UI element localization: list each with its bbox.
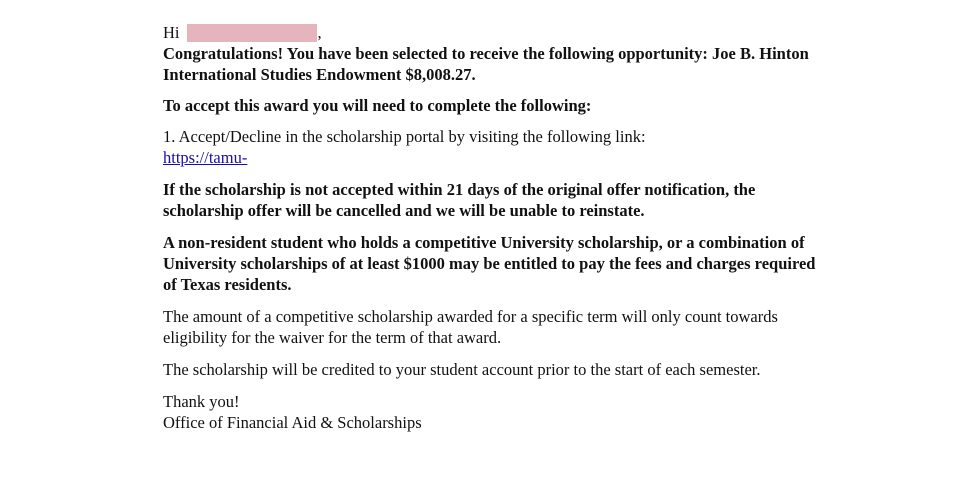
redacted-name-block [187,24,317,42]
email-body [163,22,833,433]
scholarship-portal-link[interactable]: https://tamu- [163,148,248,167]
accept-heading: To accept this award you will need to complete the following: [163,96,592,115]
greeting-comma: , [317,23,322,42]
congratulations-text: Congratulations! You have been selected to receive the following opportunity: Joe B. Hinton International Studies Endowment $8,008.27. [163,44,809,84]
term-notice: The amount of a competitive scholarship awarded for a specific term will only count towards eligibility for the waiver for the term of that award. [163,307,778,347]
nonresident-notice: A non-resident student who holds a competitive University scholarship, or a combination of University scholarships of at least $1000 may be entitled to pay the fees and charges required of Texas residents. [163,233,816,294]
signature: Office of Financial Aid & Scholarships [163,413,422,432]
credit-notice: The scholarship will be credited to your student account prior to the start of each semester. [163,360,761,379]
thanks-text: Thank you! [163,392,240,411]
step-one-text: 1. Accept/Decline in the scholarship portal by visiting the following link: [163,127,646,146]
deadline-warning: If the scholarship is not accepted within 21 days of the original offer notification, the scholarship offer will be cancelled and we will be unable to reinstate. [163,180,756,220]
greeting: Hi [163,23,180,42]
greeting-line [163,22,833,43]
portal-link-line [163,147,833,168]
